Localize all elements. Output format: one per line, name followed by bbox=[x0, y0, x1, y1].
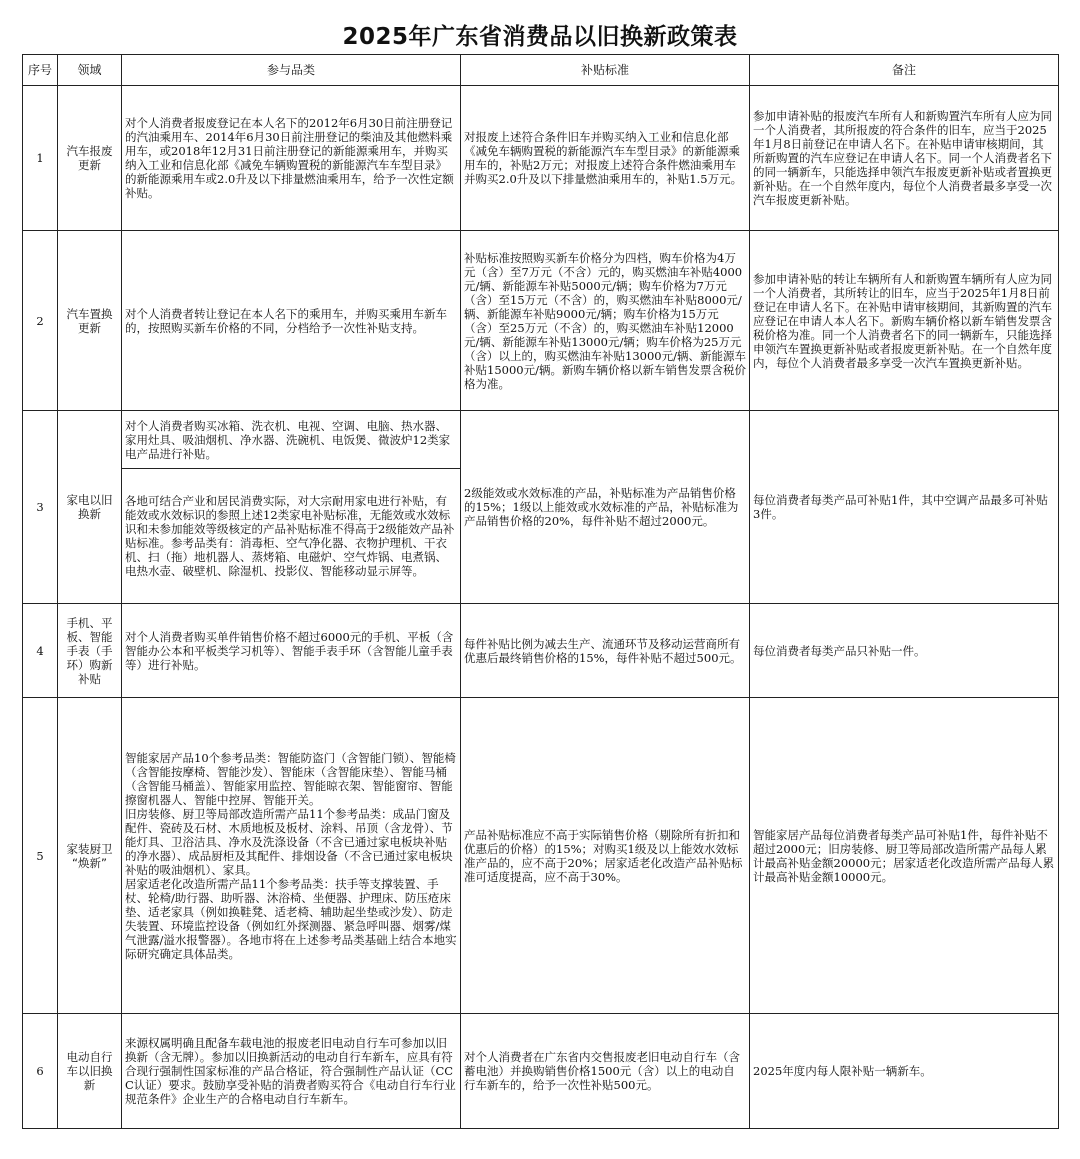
policy-table bbox=[22, 54, 1059, 1129]
row-standard: 产品补贴标准应不高于实际销售价格（剔除所有折扣和优惠后的价格）的15%；对购买1级及以上能效水效标准产品的，应不高于20%；居家适老化改造产品补贴标准可适度提高，应不高于30%。 bbox=[461, 698, 750, 1014]
row-products: 智能家居产品10个参考品类：智能防盗门（含智能门锁）、智能椅（含智能按摩椅、智能沙发）、智能床（含智能床垫）、智能马桶（含智能马桶盖）、智能家用监控、智能晾衣架、智能窗帘、智能擦窗机器人、智能中控屏、智能开关。 旧房装修、厨卫等局部改造所需产品11个参考品类：成品门窗及配件、瓷砖及石材、木质地板及板材、涂料、吊顶（含龙骨）、节能灯具、卫浴洁具、净水及洗涤设备（不含已通过家电板块补贴的净水器）、成品厨柜及其配件、排烟设备（不含已通过家电板块补贴的吸油烟机）、家具。 居家适老化改造所需产品11个参考品类：扶手等支撑装置、手杖、轮椅/助行器、助听器、沐浴椅、坐便器、护理床、防压疮床垫、适老家具（例如换鞋凳、适老椅、辅助起坐垫或沙发）、防走失装置、环境监控设备（例如红外探测器、紧急呼叫器、烟雾/煤气泄露/溢水报警器）。各地市将在上述参考品类基础上结合本地实际研究确定具体品类。 bbox=[122, 698, 461, 1014]
row-index: 3 bbox=[23, 411, 58, 604]
table-row bbox=[23, 698, 1059, 1014]
row-index: 4 bbox=[23, 604, 58, 698]
header-standard: 补贴标准 bbox=[461, 55, 750, 86]
row-index: 5 bbox=[23, 698, 58, 1014]
row-remark: 参加申请补贴的报废汽车所有人和新购置汽车所有人应为同一个人消费者，其所报废的符合条件的旧车，应当于2025年1月8日前登记在申请人名下。在补贴申请审核期间，其所新购置的汽车应登记在申请人名下。同一个人消费者名下的同一辆新车，只能选择申领汽车报废更新补贴或者置换更新补贴。在一个自然年度内，每位个人消费者最多享受一次汽车报废更新补贴。 bbox=[750, 86, 1059, 231]
table-row bbox=[23, 1014, 1059, 1129]
row-remark: 2025年度内每人限补贴一辆新车。 bbox=[750, 1014, 1059, 1129]
row-index: 1 bbox=[23, 86, 58, 231]
row-field: 家装厨卫 “焕新” bbox=[58, 698, 122, 1014]
row-products: 对个人消费者购买单件销售价格不超过6000元的手机、平板（含智能办公本和平板类学习机等）、智能手表手环（含智能儿童手表等）进行补贴。 bbox=[122, 604, 461, 698]
row-products-part2: 各地可结合产业和居民消费实际，对大宗耐用家电进行补贴，有能效或水效标识的参照上述12类家电补贴标准，无能效或水效标识和未参加能效等级核定的产品补贴标准不得高于2级能效产品补贴标准。参考品类有：消毒柜、空气净化器、衣物护理机、干衣机、扫（拖）地机器人、蒸烤箱、电磁炉、空气炸锅、电煮锅、电热水壶、破壁机、除湿机、投影仪、智能移动显示屏等。 bbox=[122, 469, 461, 604]
row-remark: 参加申请补贴的转让车辆所有人和新购置车辆所有人应为同一个人消费者，其所转让的旧车，应当于2025年1月8日前登记在申请人名下。在补贴申请审核期间，其新购置的汽车应登记在申请人本人名下。新购车辆价格以新车销售发票含税价格为准。同一个人消费者名下的同一辆新车，只能选择申领汽车置换更新补贴或者报废更新补贴。在一个自然年度内，每位个人消费者最多享受一次汽车置换更新补贴。 bbox=[750, 231, 1059, 411]
row-standard: 对报废上述符合条件旧车并购买纳入工业和信息化部《减免车辆购置税的新能源汽车车型目录》的新能源乘用车的，补贴2万元；对报废上述符合条件燃油乘用车并购买2.0升及以下排量燃油乘用车的，补贴1.5万元。 bbox=[461, 86, 750, 231]
row-remark: 每位消费者每类产品只补贴一件。 bbox=[750, 604, 1059, 698]
row-products: 来源权属明确且配备车载电池的报废老旧电动自行车可参加以旧换新（含无牌）。参加以旧换新活动的电动自行车新车，应具有符合现行强制性国家标准的产品合格证，符合强制性产品认证（CCC认证）要求。鼓励享受补贴的消费者购买符合《电动自行车行业规范条件》企业生产的合格电动自行车新车。 bbox=[122, 1014, 461, 1129]
row-products-part1: 对个人消费者购买冰箱、洗衣机、电视、空调、电脑、热水器、家用灶具、吸油烟机、净水器、洗碗机、电饭煲、微波炉12类家电产品进行补贴。 bbox=[122, 411, 461, 469]
row-field: 手机、平 板、智能 手表（手 环）购新 补贴 bbox=[58, 604, 122, 698]
row-remark: 智能家居产品每位消费者每类产品可补贴1件，每件补贴不超过2000元；旧房装修、厨卫等局部改造所需产品每人累计最高补贴金额20000元；居家适老化改造所需产品每人累计最高补贴金额10000元。 bbox=[750, 698, 1059, 1014]
row-field: 汽车报废 更新 bbox=[58, 86, 122, 231]
table-row bbox=[23, 604, 1059, 698]
table-row bbox=[23, 411, 1059, 469]
row-standard: 每件补贴比例为减去生产、流通环节及移动运营商所有优惠后最终销售价格的15%，每件补贴不超过500元。 bbox=[461, 604, 750, 698]
row-index: 2 bbox=[23, 231, 58, 411]
header-products: 参与品类 bbox=[122, 55, 461, 86]
row-standard: 补贴标准按照购买新车价格分为四档，购车价格为4万元（含）至7万元（不含）元的，购买燃油车补贴4000元/辆、新能源车补贴5000元/辆；购车价格为7万元（含）至15万元（不含）的，购买燃油车补贴8000元/辆、新能源车补贴9000元/辆；购车价格为15万元（含）至25万元（不含）的，购买燃油车补贴12000元/辆、新能源车补贴13000元/辆；购车价格为25万元（含）以上的，购买燃油车补贴13000元/辆、新能源车补贴15000元/辆。新购车辆价格以新车销售发票含税价格为准。 bbox=[461, 231, 750, 411]
row-field: 家电以旧 换新 bbox=[58, 411, 122, 604]
page-title: 2025年广东省消费品以旧换新政策表 bbox=[342, 24, 738, 50]
row-field: 电动自行 车以旧换 新 bbox=[58, 1014, 122, 1129]
header-index: 序号 bbox=[23, 55, 58, 86]
row-standard: 对个人消费者在广东省内交售报废老旧电动自行车（含蓄电池）并换购销售价格1500元（含）以上的电动自行车新车的，给予一次性补贴500元。 bbox=[461, 1014, 750, 1129]
header-field: 领域 bbox=[58, 55, 122, 86]
table-row bbox=[23, 86, 1059, 231]
table-header-row bbox=[23, 55, 1059, 86]
row-products: 对个人消费者报废登记在本人名下的2012年6月30日前注册登记的汽油乘用车、2014年6月30日前注册登记的柴油及其他燃料乘用车，或2018年12月31日前注册登记的新能源乘用车，并购买纳入工业和信息化部《减免车辆购置税的新能源汽车车型目录》的新能源乘用车或2.0升及以下排量燃油乘用车，给予一次性定额补贴。 bbox=[122, 86, 461, 231]
table-row bbox=[23, 231, 1059, 411]
row-products: 对个人消费者转让登记在本人名下的乘用车，并购买乘用车新车的，按照购买新车价格的不同，分档给予一次性补贴支持。 bbox=[122, 231, 461, 411]
row-field: 汽车置换 更新 bbox=[58, 231, 122, 411]
row-standard: 2级能效或水效标准的产品，补贴标准为产品销售价格的15%；1级以上能效或水效标准的产品，补贴标准为产品销售价格的20%，每件补贴不超过2000元。 bbox=[461, 411, 750, 604]
row-index: 6 bbox=[23, 1014, 58, 1129]
header-remark: 备注 bbox=[750, 55, 1059, 86]
row-remark: 每位消费者每类产品可补贴1件，其中空调产品最多可补贴3件。 bbox=[750, 411, 1059, 604]
